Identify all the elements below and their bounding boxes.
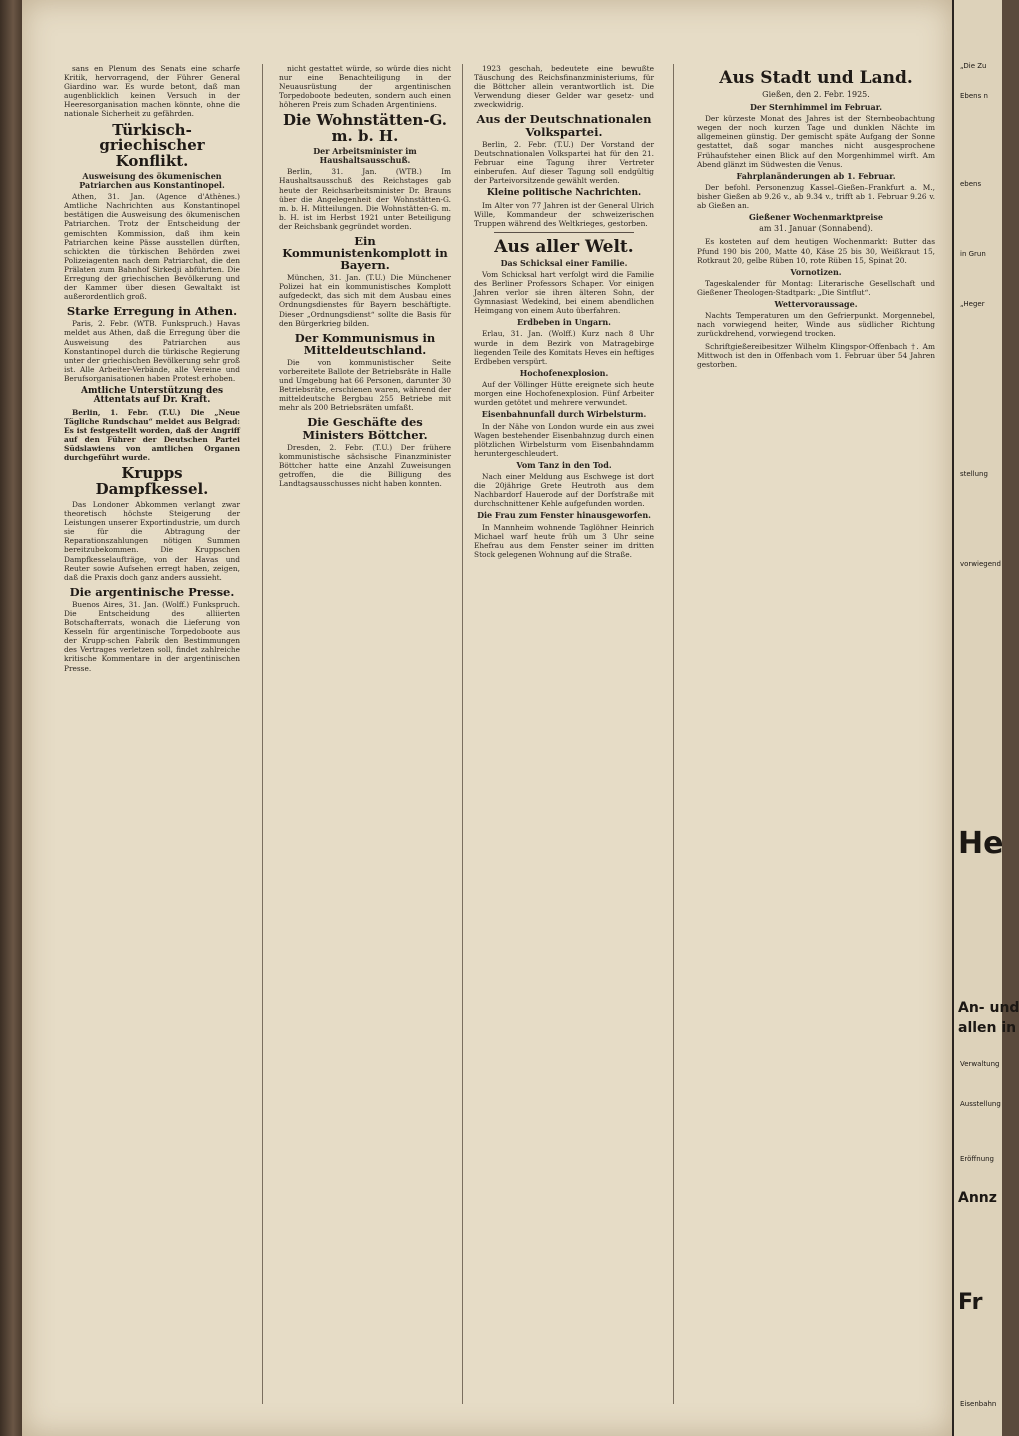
subheadline: Erdbeben in Ungarn. xyxy=(517,317,611,328)
edge-text: in Grun xyxy=(960,250,986,258)
subheadline: Gießener Wochenmarktpreise xyxy=(749,212,883,223)
edge-text: stellung xyxy=(960,470,988,478)
article-body: Schriftgießereibesitzer Wilhelm Klingspor-Offenbach †. Am Mittwoch ist den in Offenbach vom 1. Februar über 54 Jahren gestorben. xyxy=(697,341,935,369)
intro-text: nicht gestattet würde, so würde dies nicht nur eine Benachteiligung in der Neuausrüstung der argentinischen Torpedoboote bedeuten, sondern auch einen höheren Preis zum Schaden Argentiniens. xyxy=(279,64,451,110)
headline: Kleine politische Nachrichten. xyxy=(486,188,642,199)
article-body: Vom Schicksal hart verfolgt wird die Familie des Berliner Professors Schaper. Vor einigen Jahren verlor sie ihren älteren Sohn, der Gymnasiast Wedekind, bei einem abendlichen Heimgang von einem Auto überfahren. xyxy=(474,269,654,316)
dateline: am 31. Januar (Sonnabend). xyxy=(759,224,873,234)
section-title: Aus aller Welt. xyxy=(494,236,634,257)
article-body: In der Nähe von London wurde ein aus zwei Wagen bestehender Eisenbahnzug durch einen plötzlichen Wirbelsturm vom Eisenbahndamm heruntergeschleudert. xyxy=(474,421,654,458)
column-3 xyxy=(474,64,654,1404)
column-1 xyxy=(64,64,240,1404)
article-body: Nachts Temperaturen um den Gefrierpunkt. Morgennebel, nach vorwiegend heiter, Winde aus südlicher Richtung zurückdrehend, vorwiegend trocken. xyxy=(697,311,935,339)
article-body: Berlin, 31. Jan. (WTB.) Im Haushaltsausschuß des Reichstages gab heute der Reichsarbeitsminister Dr. Brauns über die Angelegenheit der Wohnstätten-G. m. b. H. Mitteilungen. Die Wohnstätten-G. m. b. H. ist im Herbst 1921 unter Beteiligung der Reichsbank gegründet worden. xyxy=(279,167,451,231)
article-body: In Mannheim wohnende Taglöhner Heinrich Michael warf heute früh um 3 Uhr seine Ehefrau aus dem Fenster seiner im dritten Stock gelegenen Wohnung auf die Straße. xyxy=(474,522,654,559)
subheadline: Vom Tanz in den Tod. xyxy=(516,459,612,470)
column-rule xyxy=(462,64,463,1404)
headline: Aus der Deutschnationalen Volkspartei. xyxy=(476,112,652,139)
article-body: Erlau, 31. Jan. (Wolff.) Kurz nach 8 Uhr wurde in dem Bezirk von Matragebirge liegenden Teile des Komitats Heves ein heftiges Erdbeben verspürt. xyxy=(474,329,654,366)
adjacent-page-edge xyxy=(952,0,1019,1436)
edge-text: „Die Zu xyxy=(960,62,987,70)
subheadline: Wettervoraussage. xyxy=(774,299,858,310)
headline: Ein Kommunistenkomplott in Bayern. xyxy=(282,234,448,273)
headline: Türkisch-griechischer Konflikt. xyxy=(99,120,205,171)
headline: Der Kommunismus in Mitteldeutschland. xyxy=(294,330,436,357)
article-body: Die von kommunistischer Seite vorbereitete Ballote der Betriebsräte in Halle und Umgebung hat 66 Personen, darunter 30 Betriebsräte, erschienen waren, während der mitteldeutsche Bergbau 255 Betriebe mit mehr als 200 Betriebsräten umfaßt. xyxy=(279,357,451,413)
edge-text: Ebens n xyxy=(960,92,988,100)
article-body: Der kürzeste Monat des Jahres ist der Sternbeobachtung wegen der noch kurzen Tage und dunklen Nächte im allgemeinen günstig. Der gemischt späte Aufgang der Sonne gestattet, daß sogar manches nicht ausgesprochene Frühaufsteher einen Blick auf den Morgenhimmel wirft. Am Abend glänzt im Südwesten die Venus. xyxy=(697,114,935,169)
subheadline: Die Frau zum Fenster hinausgeworfen. xyxy=(477,510,651,521)
edge-text: vorwiegend xyxy=(960,560,1001,568)
subheadline: Hochofenexplosion. xyxy=(519,367,609,378)
intro-text: sans en Plenum des Senats eine scharfe Kritik, hervorragend, der Führer General Giardino war. Es wurde betont, daß man augenblicklich keinen Versuch in der Heeresorganisation machen könnte, ohne die nationale Sicherheit zu gefährden. xyxy=(64,64,240,119)
article-body: Athen, 31. Jan. (Agence d'Athènes.) Amtliche Nachrichten aus Konstantinopel bestätigen die Ausweisung des ökumenischen Patriarchen. Trotz der Entscheidung der gemischten Kommission, daß ihm kein Patriarchen keine Pässe ausstellen dürften, schickten die türkischen Behörden zwei Polizeiagenten nach dem Patriarchat, die den Prälaten zum Bahnhof Sirkedji abführten. Die Erregung der griechischen Bevölkerung und der Kammer über diesen Gewaltakt ist außerordentlich groß. xyxy=(64,192,240,302)
edge-text: ebens xyxy=(960,180,982,188)
article-body: Dresden, 2. Febr. (T.U.) Der frühere kommunistische sächsische Finanzminister Böttcher hatte eine Anzahl Zuweisungen getroffen, die die Billigung des Landtagsausschusses nicht haben konnten. xyxy=(279,442,451,488)
edge-text: Eröffnung xyxy=(960,1155,995,1163)
edge-headline: He xyxy=(958,826,1004,861)
column-4 xyxy=(697,64,935,1404)
dateline: Gießen, den 2. Febr. 1925. xyxy=(762,89,870,99)
subheadline: Vornotizen. xyxy=(790,266,842,277)
headline: Starke Erregung in Athen. xyxy=(66,304,238,319)
headline: Die Wohnstätten-G. m. b. H. xyxy=(282,111,448,146)
edge-text: An- und xyxy=(958,1000,1019,1016)
article-body: Auf der Völlinger Hütte ereignete sich heute morgen eine Hochofenexplosion. Fünf Arbeiter wurden getötet und mehrere verwundet. xyxy=(474,380,654,408)
edge-headline: Annz xyxy=(958,1190,997,1206)
intro-text: 1923 geschah, bedeutete eine bewußte Täuschung des Reichsfinanzministeriums, für die Böttcher allein verantwortlich ist. Die Verwendung dieser Gelder war gesetz- und zweckwidrig. xyxy=(474,64,654,110)
section-title: Aus Stadt und Land. xyxy=(719,68,913,88)
headline: Die Geschäfte des Ministers Böttcher. xyxy=(302,415,428,442)
edge-text: Eisenbahn xyxy=(960,1400,997,1408)
edge-text: allen in xyxy=(958,1020,1017,1036)
subheadline: Ausweisung des ökumenischen Patriarchen aus Konstantinopel. xyxy=(79,170,225,190)
article-body: Tageskalender für Montag: Literarische Gesellschaft und Gießener Theologen-Stadtpark: „Die Sintflut“. xyxy=(697,278,935,297)
edge-text: Verwaltung xyxy=(960,1060,1000,1068)
subheadline: Fahrplanänderungen ab 1. Februar. xyxy=(736,170,896,181)
divider xyxy=(494,232,634,233)
column-rule xyxy=(673,64,674,1404)
column-rule xyxy=(262,64,263,1404)
article-body: Im Alter von 77 Jahren ist der General Ulrich Wille, Kommandeur der schweizerischen Truppen während des Weltkrieges, gestorben. xyxy=(474,200,654,228)
article-body: München, 31. Jan. (T.U.) Die Münchener Polizei hat ein kommunistisches Komplott aufgedeckt, das sich mit dem Ausbau eines Ordnungsdienstes für Bayern beschäftigte. Dieser „Ordnungsdienst“ sollte die Basis für den Bürgerkrieg bilden. xyxy=(279,273,451,328)
edge-text: „Heger xyxy=(960,300,985,308)
headline: Krupps Dampfkessel. xyxy=(95,464,209,499)
subheadline: Der Arbeitsminister im Haushaltsausschuß. xyxy=(313,145,417,166)
article-body: Buenos Aires, 31. Jan. (Wolff.) Funkspruch. Die Entscheidung des alliierten Botschafterrats, wonach die Lieferung von Kesseln für argentinische Torpedoboote aus der Krupp-schen Fabrik den Bestimmungen des Vertrages verletzen soll, findet zahlreiche kritische Kommentare in der argentinischen Presse. xyxy=(64,599,240,673)
headline: Amtliche Unterstützung des Attentats auf Dr. Kraft. xyxy=(80,386,224,406)
edge-headline: Fr xyxy=(958,1290,983,1315)
subheadline: Der Sternhimmel im Februar. xyxy=(749,101,882,112)
article-body: Der befohl. Personenzug Kassel–Gießen–Frankfurt a. M., bisher Gießen ab 9.26 v., ab 9.34 v., trifft ab 1. Februar 9.26 v. ab Gießen an. xyxy=(697,182,935,211)
headline: Die argentinische Presse. xyxy=(69,584,235,599)
book-binding xyxy=(0,0,22,1436)
article-body: Berlin, 1. Febr. (T.U.) Die „Neue Tägliche Rundschau“ meldet aus Belgrad: Es ist festgestellt worden, daß der Angriff auf den Führer der Deutschen Partei Südslawiens von amtlichen Organen durchgeführt wurde. xyxy=(64,407,240,463)
article-body: Es kosteten auf dem heutigen Wochenmarkt: Butter das Pfund 190 bis 200, Matte 40, Käse 25 bis 30, Weißkraut 15, Rotkraut 20, gelbe Rüben 10, rote Rüben 15, Spinat 20. xyxy=(697,237,935,265)
column-2 xyxy=(279,64,451,1404)
article-body: Das Londoner Abkommen verlangt zwar theoretisch höchste Steigerung der Leistungen unserer Exportindustrie, um durch sie für die Abtragung der Reparationszahlungen nötigen Summen bereitzubekommen. Die Kruppschen Dampfkesselaufträge, von der Havas und Reuter sowie Aufsehen erregt haben, zeigen, daß die Praxis doch ganz anders aussieht. xyxy=(64,499,240,582)
article-body: Paris, 2. Febr. (WTB. Funkspruch.) Havas meldet aus Athen, daß die Erregung über die Ausweisung des Patriarchen aus Konstantinopel durch die türkische Regierung unter der griechischen Bevölkerung sehr groß ist. Alle Arbeiter-Verbände, alle Vereine und Berufsorganisationen haben Protest erhoben. xyxy=(64,319,240,383)
subheadline: Das Schicksal einer Familie. xyxy=(500,257,628,268)
edge-text: Ausstellung xyxy=(960,1100,1001,1108)
subheadline: Eisenbahnunfall durch Wirbelsturm. xyxy=(481,409,647,420)
article-body: Nach einer Meldung aus Eschwege ist dort die 20jährige Grete Heutroth aus dem Nachbardorf Hauerode auf der Dorfstraße mit durchschnittener Kehle aufgefunden worden. xyxy=(474,472,654,509)
article-body: Berlin, 2. Febr. (T.U.) Der Vorstand der Deutschnationalen Volkspartei hat für den 21. Februar eine Tagung ihrer Vertreter einberufen. Auf dieser Tagung soll endgültig der Parteivorsitzende gewählt werden. xyxy=(474,139,654,185)
